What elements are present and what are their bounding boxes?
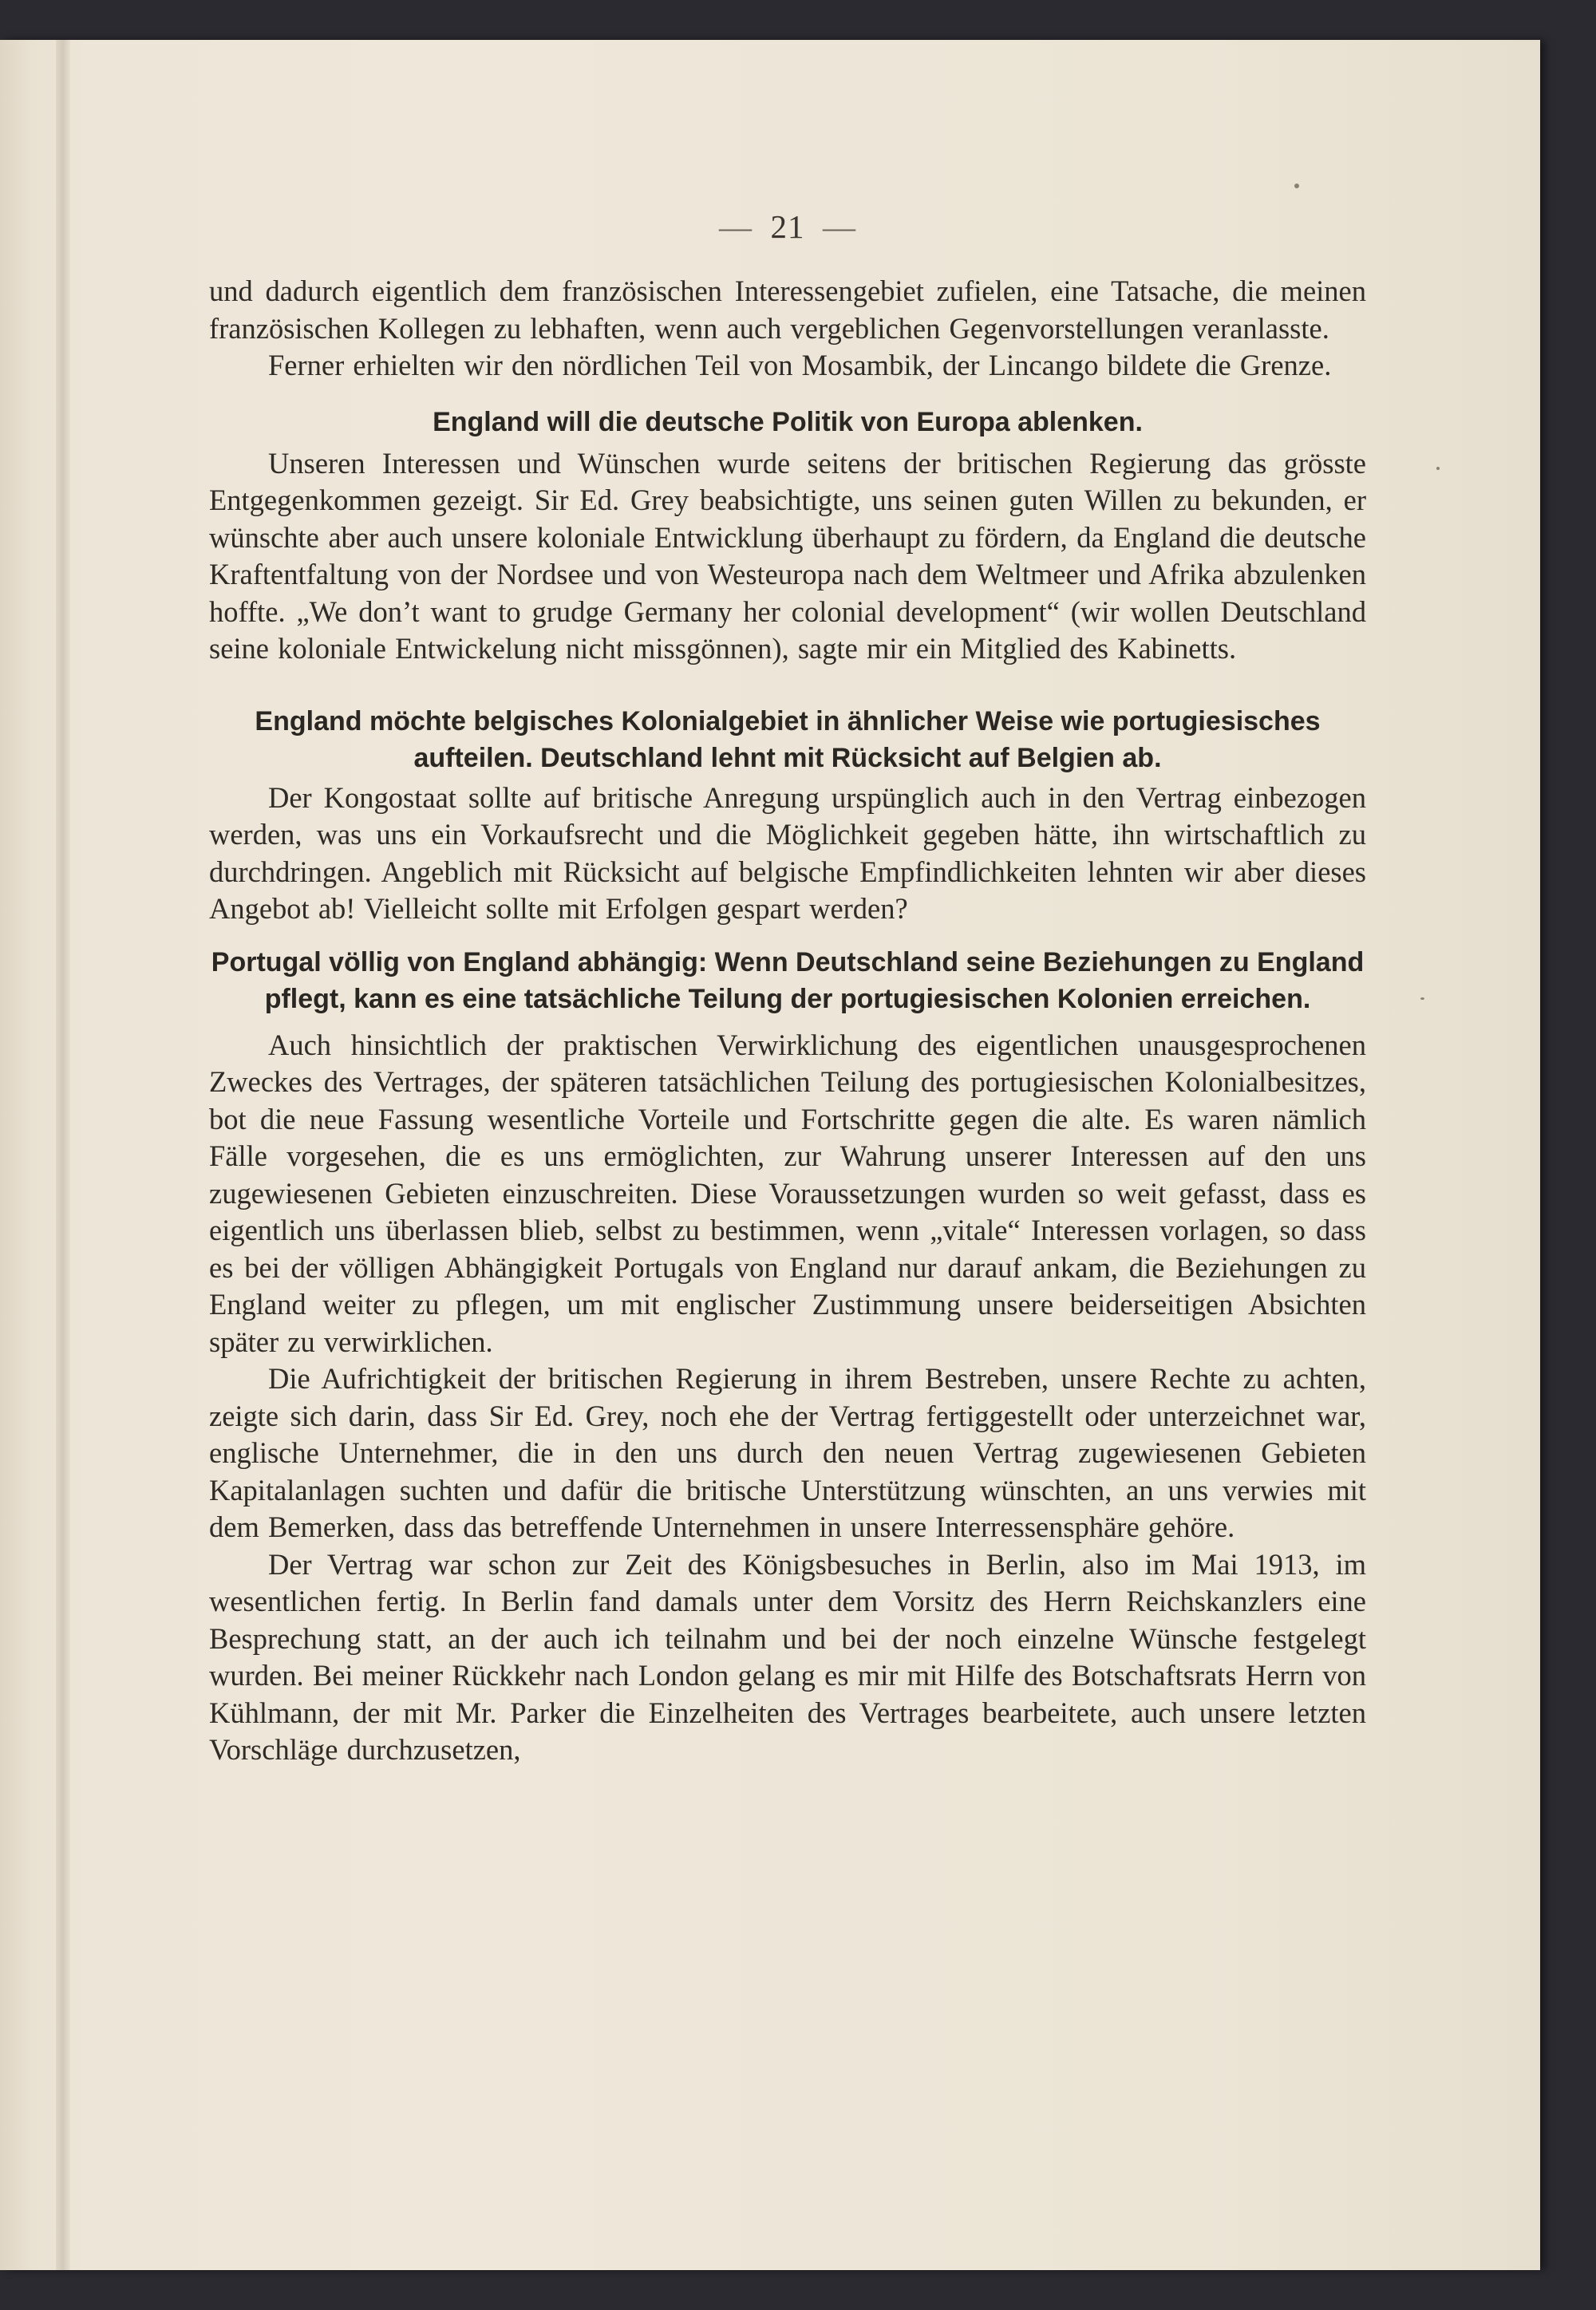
paragraph: Der Kongostaat sollte auf britische Anregung urspünglich auch in den Vertrag einbezogen werden, was uns ein Vorkaufsrecht und die Möglichkeit gegeben hätte, ihn wirtschaftlich zu durchdringen. Angeblich mit Rücksicht auf belgische Empfindlichkeiten lehnten wir aber dieses Angebot ab! Vielleicht sollte mit Erfolgen gespart werden? — [209, 780, 1366, 925]
paragraph: Ferner erhielten wir den nördlichen Teil von Mosambik, der Lincango bildete die Grenze. — [268, 349, 1332, 381]
paper-speck — [1294, 184, 1299, 188]
page-text — [209, 207, 1366, 1769]
paragraph: Auch hinsichtlich der praktischen Verwirklichung des eigentlichen unausgesprochenen Zweckes des Vertrages, der späteren tatsächlichen Teilung des portugiesischen Kolonialbesitzes, bot die neue Fassung wesentliche Vorteile und Fortschritte gegen die alte. Es waren nämlich Fälle vorgesehen, die es uns ermöglichten, zur Wahrung unserer Interessen auf den uns zugewiesenen Gebieten einzuschreiten. Diese Voraussetzungen wurden so weit gefasst, dass es eigentlich uns überlassen blieb, selbst zu bestimmen, wenn „vitale“ Interessen vorlagen, so dass es bei der völligen Abhängigkeit Portugals von England nur darauf ankam, die Beziehungen zu England weiter zu pflegen, um mit englischer Zustimmung unsere beiderseitigen Absichten später zu verwirklichen. — [209, 1028, 1366, 1358]
page-number — [209, 207, 1366, 246]
paragraph: Unseren Interessen und Wünschen wurde seitens der britischen Regierung das grösste Entgegenkommen gezeigt. Sir Ed. Grey beabsichtigte, uns seinen guten Willen zu bekunden, er wünschte aber auch unsere koloniale Entwicklung überhaupt zu fördern, da England die deutsche Kraftentfaltung von der Nordsee und von Westeuropa nach dem Weltmeer und Afrika abzulenken hoffte. „We don’t want to grudge Germany her colonial development“ (wir wollen Deutschland seine koloniale Entwickelung nicht missgönnen), sagte mir ein Mitglied des Kabinetts. — [209, 446, 1366, 665]
section-heading: England will die deutsche Politik von Europa ablenken. — [433, 406, 1143, 437]
page-number-dash-right: — — [823, 208, 856, 245]
book-page — [0, 40, 1540, 2270]
paper-speck — [1420, 997, 1424, 1000]
paper-speck — [1436, 467, 1440, 470]
paragraph: Die Aufrichtigkeit der britischen Regierung in ihrem Bestreben, unsere Rechte zu achten, zeigte sich darin, dass Sir Ed. Grey, noch ehe der Vertrag fertiggestellt oder unterzeichnet war, englische Unternehmer, die in den uns durch den neuen Vertrag zugewiesenen Gebieten Kapitalanlagen suchten und dafür die britische Unterstützung wünschten, an uns verwies mit dem Bemerken, dass das betreffende Unternehmen in unsere Interressensphäre gehöre. — [209, 1362, 1366, 1543]
page-number-dash-left: — — [719, 208, 753, 245]
section-heading: England möchte belgisches Kolonialgebiet in ähnlicher Weise wie portugiesisches aufteilen. Deutschland lehnt mit Rücksicht auf Belgien ab. — [255, 705, 1321, 773]
page-number-value: 21 — [770, 208, 805, 245]
paragraph: und dadurch eigentlich dem französischen Interessengebiet zufielen, eine Tatsache, die meinen französischen Kollegen zu lebhaften, wenn auch vergeblichen Gegenvorstellungen veranlasste. — [209, 274, 1366, 345]
paragraph: Der Vertrag war schon zur Zeit des Königsbesuches in Berlin, also im Mai 1913, im wesentlichen fertig. In Berlin fand damals unter dem Vorsitz des Herrn Reichskanzlers eine Besprechung statt, an der auch ich teilnahm und bei der noch einzelne Wünsche festgelegt wurden. Bei meiner Rückkehr nach London gelang es mir mit Hilfe des Botschaftsrats Herrn von Kühlmann, der mit Mr. Parker die Einzelheiten des Vertrages bearbeitete, auch unsere letzten Vorschläge durchzusetzen, — [209, 1547, 1366, 1766]
section-heading: Portugal völlig von England abhängig: Wenn Deutschland seine Beziehungen zu England pflegt, kann es eine tatsächliche Teilung der portugiesischen Kolonien erreichen. — [211, 946, 1365, 1014]
page-binding-shadow — [56, 40, 70, 2270]
